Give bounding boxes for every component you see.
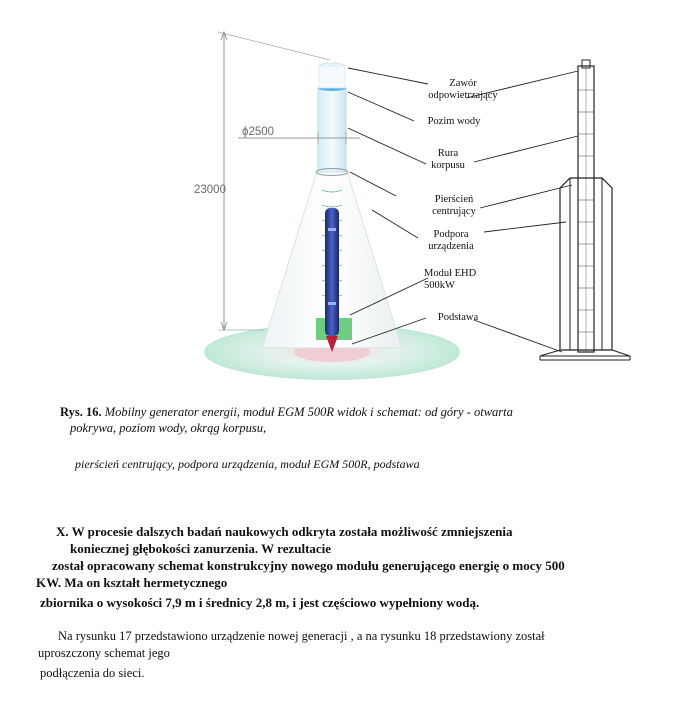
label-modul-line2: 500kW [424,280,455,291]
ehd-module [325,208,339,336]
label-modul [424,268,500,292]
section-x-line1: X. W procesie dalszych badań naukowych odkryta została możliwość zmniejszenia [56,524,513,539]
section-x-line4: KW. Ma on kształt hermetycznego [36,575,228,590]
caption-line3: pierścień centrujący, podpora urządzenia, moduł EGM 500R, podstawa [75,457,420,471]
label-pierscien-line2: centrujący [432,206,476,217]
caption-lead: Rys. 16. [60,405,102,419]
label-zawor [418,78,508,102]
label-rura-line1: Rura [437,148,459,159]
paragraph-line1: Na rysunku 17 przedstawiono urządzenie nowej generacji , a na rysunku 18 przedstawiony został [58,629,545,643]
body-tube [318,88,346,172]
label-zawor-line1: Zawór [449,78,477,89]
schematic-drawing [540,60,630,360]
section-x-line2: koniecznej głębokości zanurzenia. W rezultacie [70,541,332,556]
label-podstawa: Podstawa [437,312,479,323]
figure-caption [60,404,675,436]
diameter-value: ϕ2500 [242,126,275,138]
label-rura-line2: korpusu [431,160,465,171]
section-x-line3: został opracowany schemat konstrukcyjny nowego modułu generującego energię o mocy 500 [52,558,565,573]
label-modul-line1: Moduł EHD [424,268,477,279]
caption-line2: pokrywa, poziom wody, okrąg korpusu, [70,421,267,435]
height-value: 23000 [194,184,226,196]
label-pierscien [422,194,486,218]
label-podpora [416,229,486,253]
paragraph-line3: podłączenia do sieci. [40,666,145,680]
label-podpora-line2: urządzenia [428,241,474,252]
section-x-line5: zbiornika o wysokości 7,9 m i średnicy 2,8 m, i jest częściowo wypełniony wodą. [40,595,480,610]
label-podpora-line1: Podpora [433,229,469,240]
caption-line1: Mobilny generator energii, moduł EGM 500R widok i schemat: od góry - otwarta [101,405,513,419]
label-rura [418,148,478,172]
label-pierscien-line1: Pierścień [434,194,474,205]
paragraph-line2: uproszczony schemat jego [38,646,170,660]
label-zawor-line2: odpowietrzający [428,90,498,101]
label-poziom-wody: Pozim wody [427,116,481,127]
